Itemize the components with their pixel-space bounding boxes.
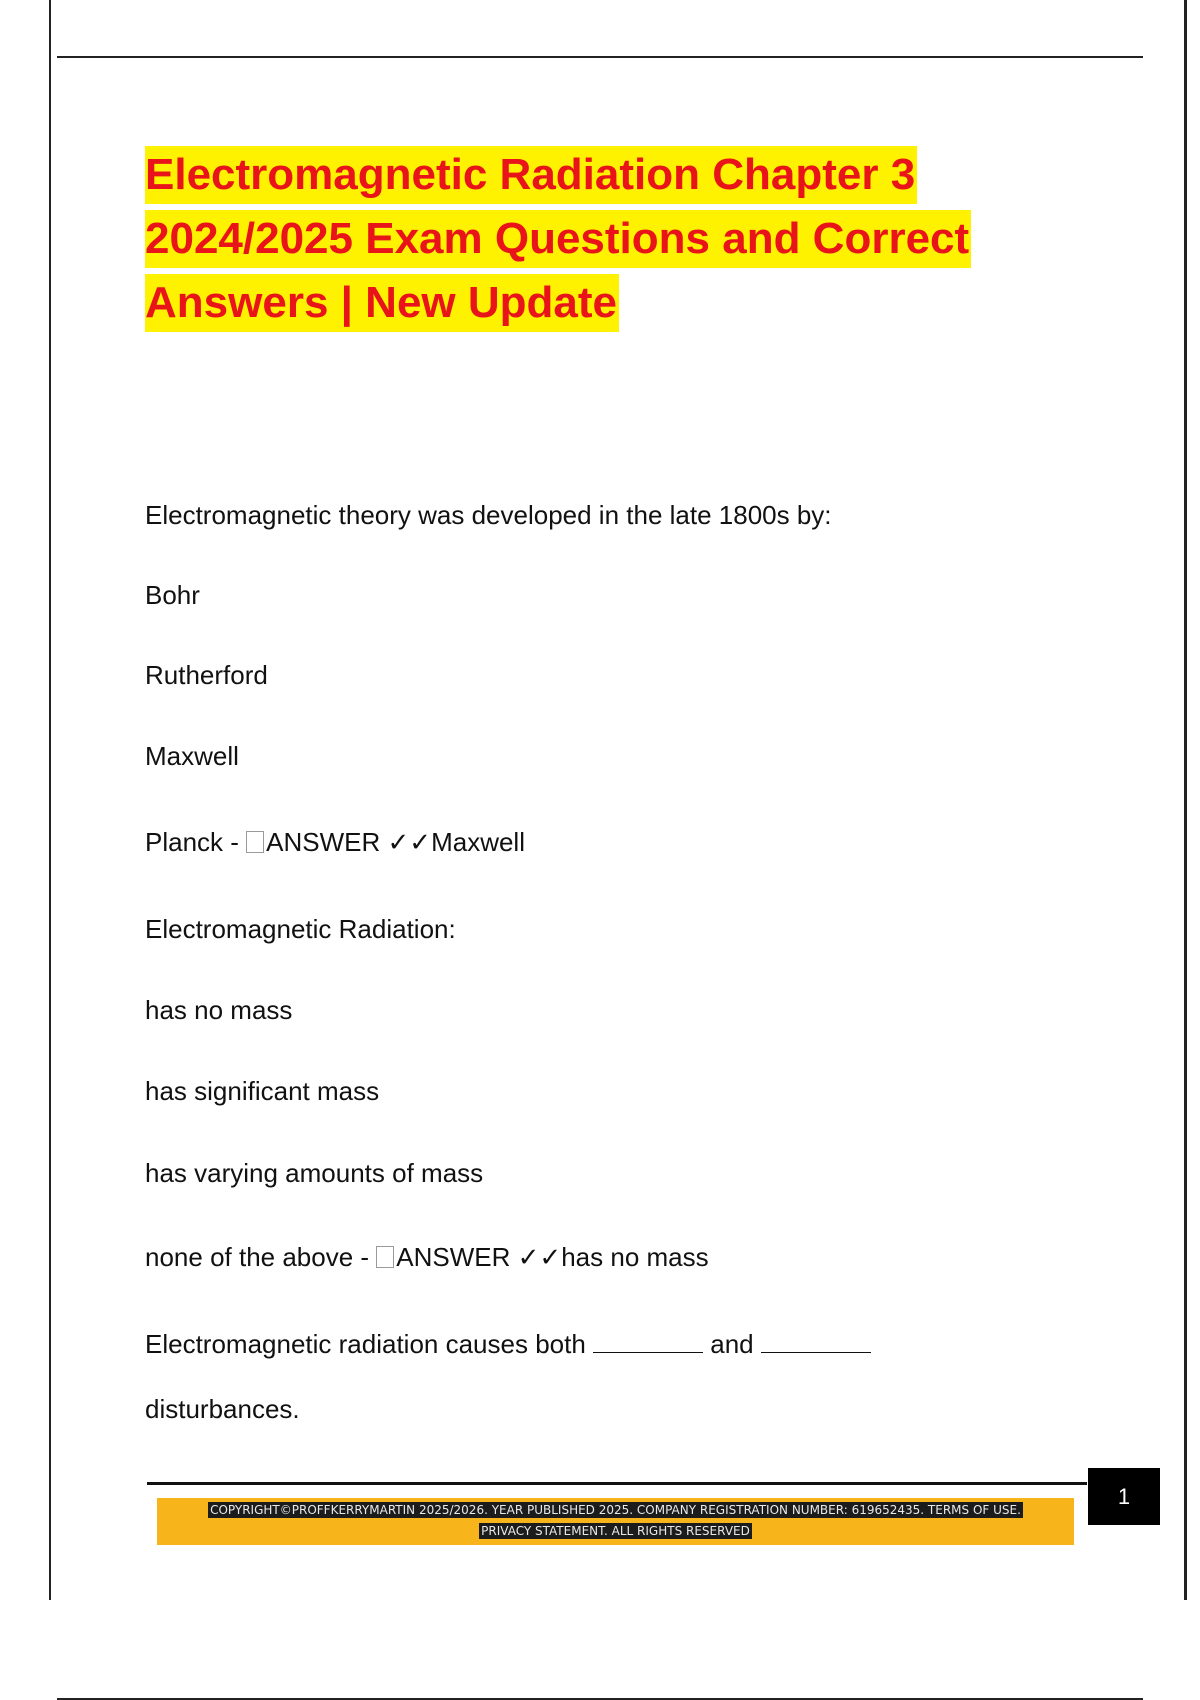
question-2-answer: has no mass [561,1242,709,1272]
question-3-text [145,1327,871,1361]
title-line-2: 2024/2025 Exam Questions and Correct [145,210,971,268]
question-2-option-a: has no mass [145,995,293,1025]
question-2-option-c: has varying amounts of mass [145,1158,484,1188]
question-1-option-d: Planck - [145,827,247,857]
question-1-answer: Maxwell [431,827,525,857]
question-3-line-2: disturbances. [145,1394,300,1424]
question-2-answer-line [145,1240,709,1274]
question-3-part-1: Electromagnetic radiation causes both [145,1329,594,1359]
question-1-text: Electromagnetic theory was developed in the late 1800s by: [145,500,832,530]
question-2-option-d: none of the above - [145,1242,377,1272]
missing-glyph-icon [376,1246,394,1268]
fill-in-blank-2 [761,1330,871,1353]
title-line-3: Answers | New Update [145,274,619,332]
question-1-answer-line [145,825,525,859]
page-border-right [1184,0,1187,1600]
copyright-notice [157,1500,1074,1542]
question-2-text: Electromagnetic Radiation: [145,914,456,944]
page-number: 1 [1088,1468,1160,1525]
copyright-line-2: PRIVACY STATEMENT. ALL RIGHTS RESERVED [481,1524,750,1538]
question-1-option-c: Maxwell [145,741,239,771]
copyright-line-1: COPYRIGHT©PROFFKERRYMARTIN 2025/2026. YEAR PUBLISHED 2025. COMPANY REGISTRATION NUMBER: 619652435. TERMS OF USE. [210,1503,1021,1517]
question-1-option-a: Bohr [145,580,200,610]
fill-in-blank-1 [593,1330,703,1353]
question-3-part-2: and [703,1329,761,1359]
page-border-left [49,0,51,1600]
missing-glyph-icon [246,831,264,853]
header-rule [57,56,1143,58]
answer-label: ANSWER ✓✓ [396,1242,562,1272]
document-title [145,146,1105,338]
footer-rule [147,1482,1087,1485]
question-2-option-b: has significant mass [145,1076,380,1106]
answer-label: ANSWER ✓✓ [266,827,432,857]
title-line-1: Electromagnetic Radiation Chapter 3 [145,146,917,204]
question-1-option-b: Rutherford [145,660,268,690]
